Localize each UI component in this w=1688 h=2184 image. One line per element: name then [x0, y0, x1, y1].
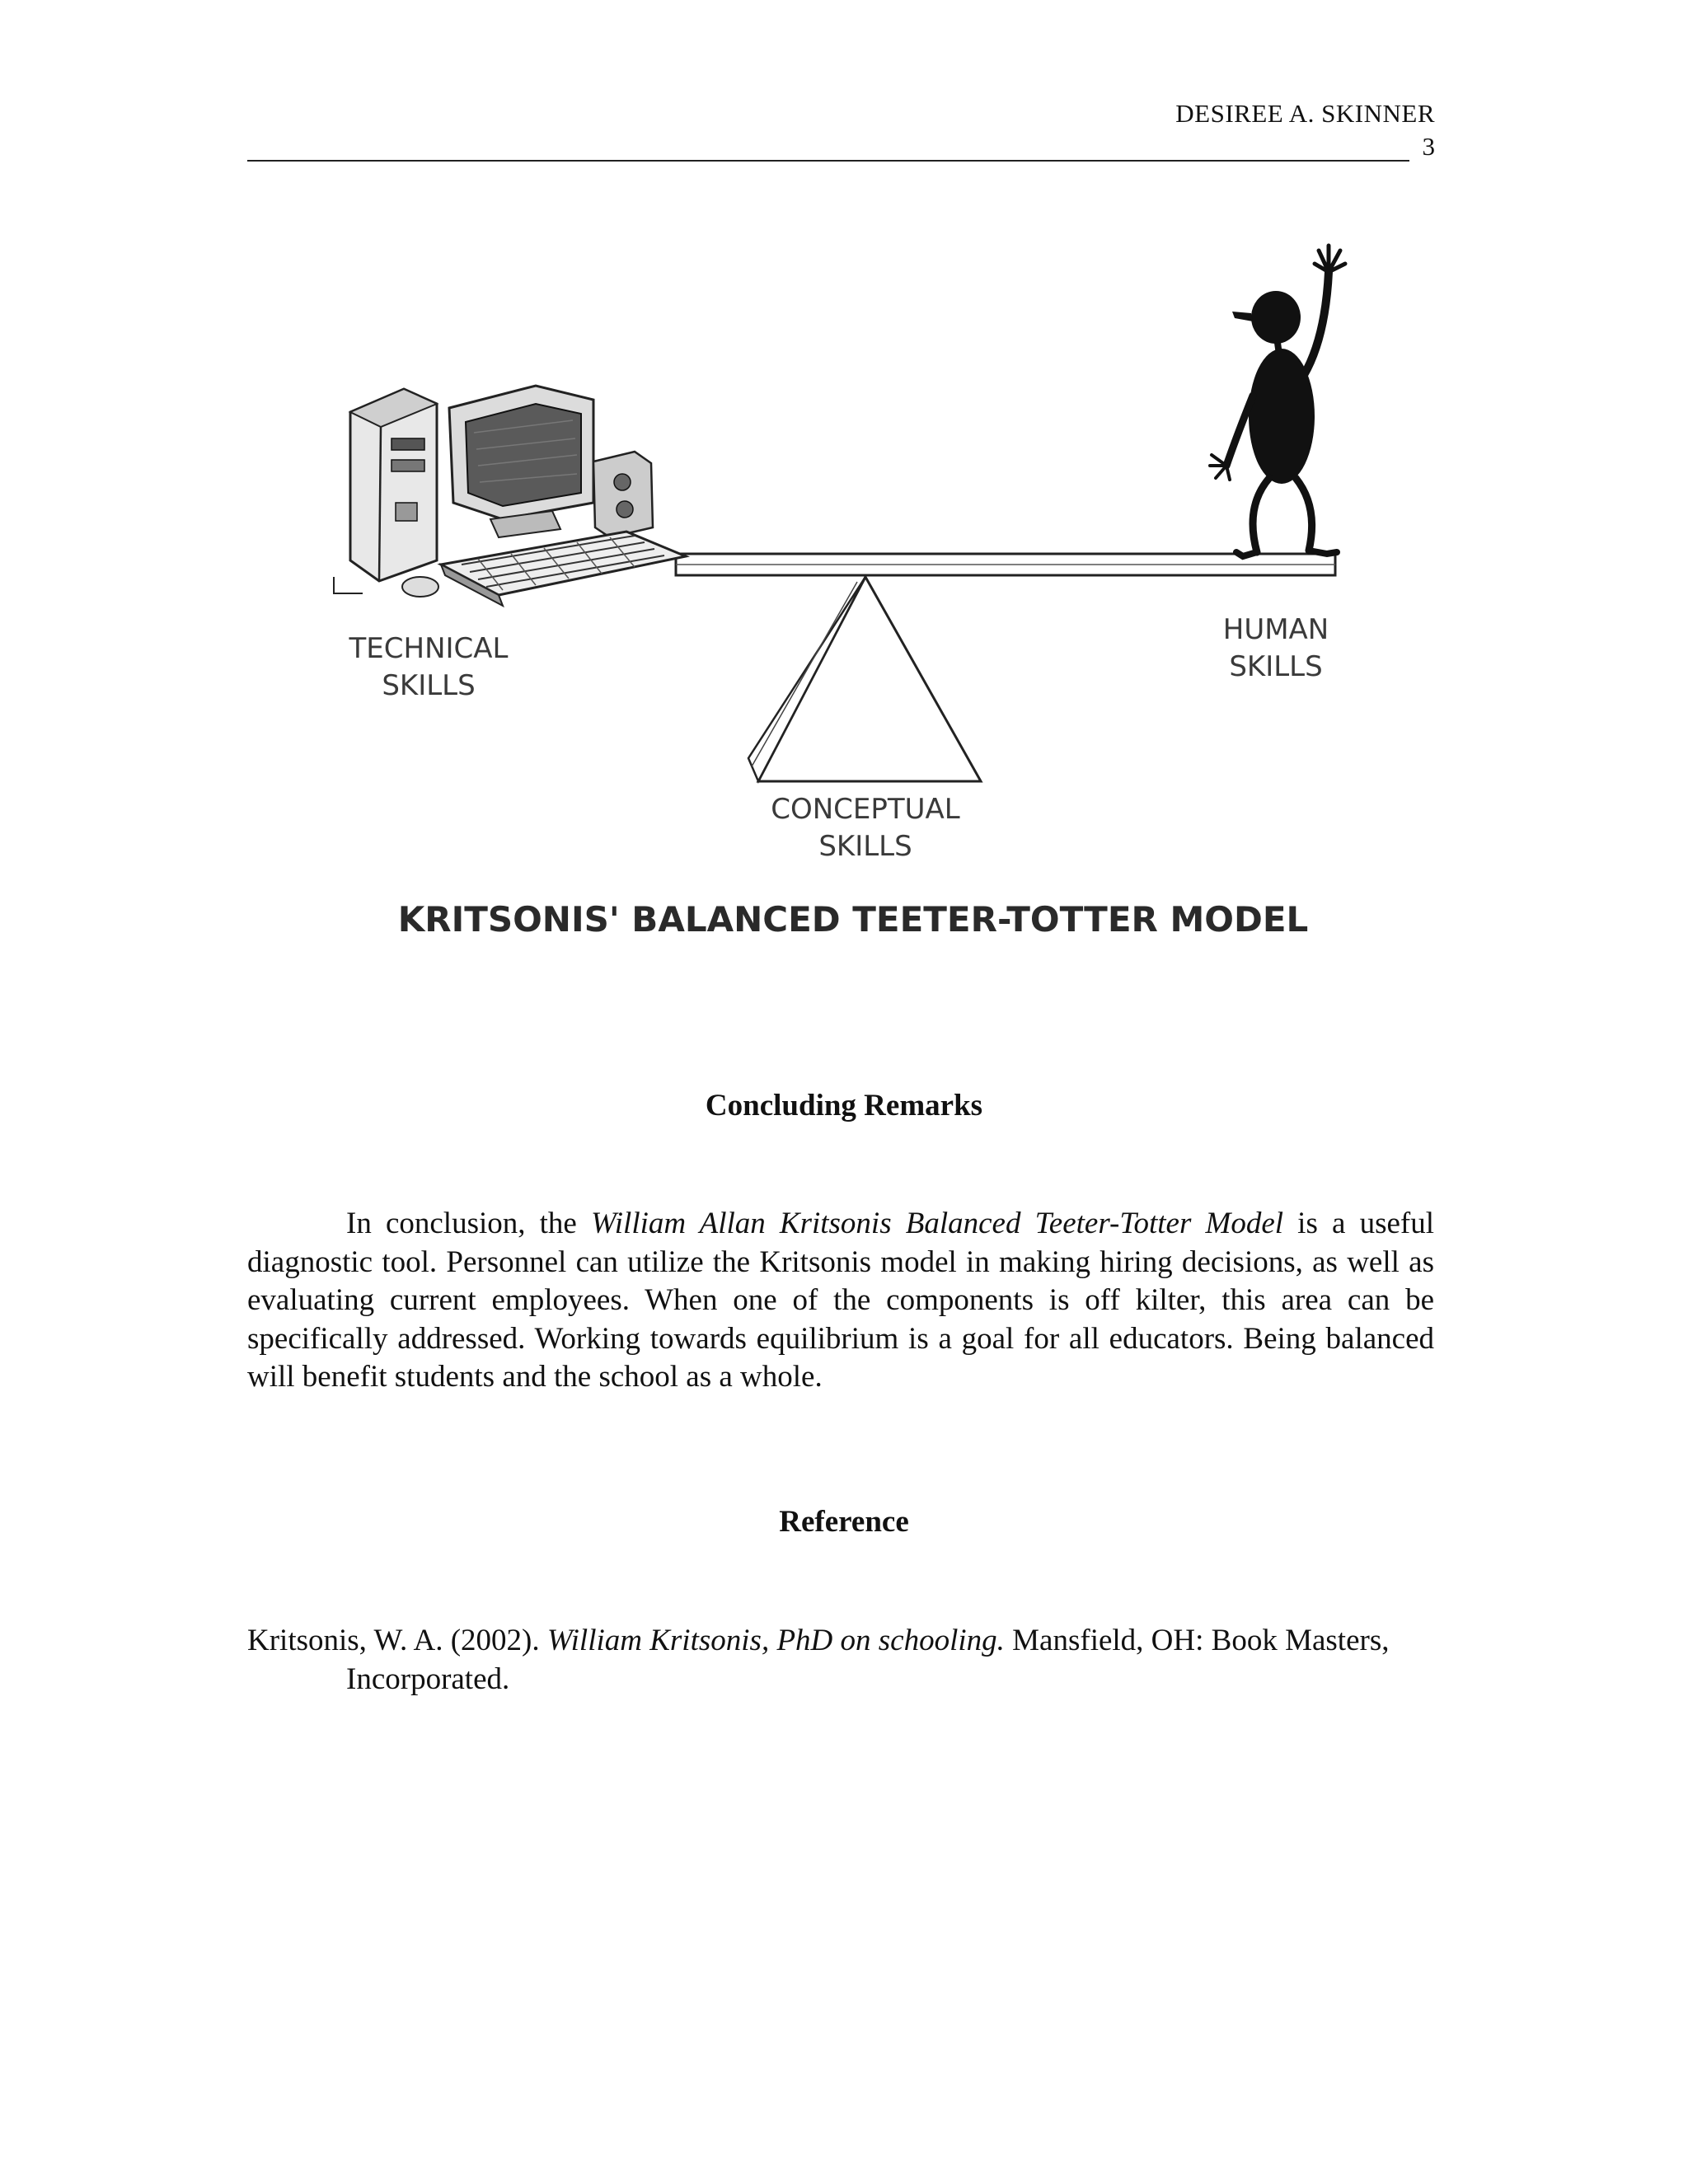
reference-entry — [247, 1622, 1434, 1699]
section-heading-concluding: Concluding Remarks — [705, 1089, 983, 1122]
label-technical-line1: TECHNICAL — [349, 632, 509, 665]
paragraph-end: is a useful diagnostic tool. Personnel can utilize the Kritsonis model in making hiring decisions, as well as evaluating current employees. When one of the components is off kilter, this area can be specifically addressed. Working towards equilibrium is a goal for all educators. Being balanced will benefit students and the school as a whole. — [247, 1207, 1434, 1394]
stick-figure-icon — [1210, 246, 1345, 556]
teeter-totter-figure — [330, 231, 1376, 989]
seesaw-plank — [676, 554, 1335, 575]
label-human-line1: HUMAN — [1222, 613, 1329, 646]
label-technical-line2: SKILLS — [382, 669, 476, 702]
concluding-paragraph — [247, 1205, 1434, 1397]
model-name-italic: William Allan Kritsonis Balanced Teeter-Totter Model — [591, 1207, 1284, 1240]
paragraph-start: In conclusion, the — [346, 1207, 591, 1240]
label-conceptual-line1: CONCEPTUAL — [771, 793, 960, 826]
figure-title: KRITSONIS' BALANCED TEETER-TOTTER MODEL — [397, 899, 1309, 940]
label-human-line2: SKILLS — [1229, 650, 1323, 683]
section-heading-reference: Reference — [779, 1505, 909, 1539]
header-divider — [247, 160, 1409, 162]
reference-title-italic: William Kritsonis, PhD on schooling. — [546, 1624, 1005, 1657]
teeter-totter-diagram — [330, 231, 1376, 989]
page-number: 3 — [1422, 132, 1435, 161]
running-header-author: DESIREE A. SKINNER — [1175, 99, 1435, 128]
computer-icon — [334, 386, 686, 606]
reference-publisher: Mansfield, OH: Book Masters, Incorporated. — [346, 1624, 1390, 1696]
fulcrum-triangle — [748, 577, 981, 781]
label-conceptual-line2: SKILLS — [818, 830, 912, 863]
reference-author: Kritsonis, W. A. (2002). — [247, 1624, 547, 1657]
